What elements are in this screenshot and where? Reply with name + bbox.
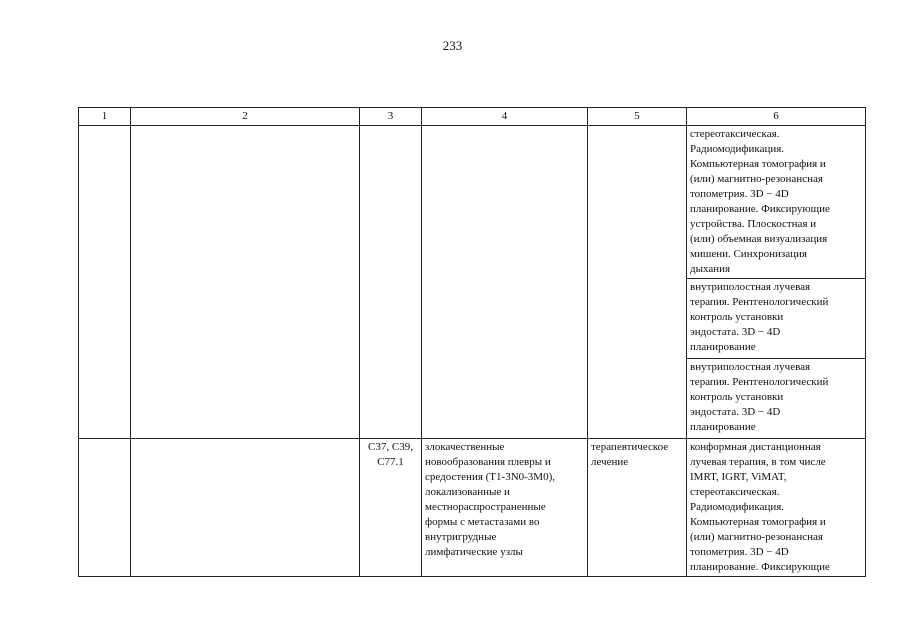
cell-col6-method: конформная дистанционная лучевая терапия, в том числе IMRT, IGRT, ViMAT, стереотаксическая. Радиомодификация. Компьютерная томография и (или) магнитно-резонансная топометрия. 3D − 4D планирование. Фиксирующие bbox=[687, 439, 866, 577]
column-header-5: 5 bbox=[588, 108, 687, 126]
cell-col6-part3: внутриполостная лучевая терапия. Рентгенологический контроль установки эндостата. 3D − 4D планирование bbox=[687, 359, 866, 439]
cell-col4-disease: злокачественные новообразования плевры и средостения (T1-3N0-3M0), локализованные и местнораспространенные формы с метастазами во внутригрудные лимфатические узлы bbox=[422, 439, 588, 577]
column-header-2: 2 bbox=[131, 108, 360, 126]
cell-col3 bbox=[360, 126, 422, 439]
cell-col1 bbox=[79, 126, 131, 439]
cell-col6-part1: стереотаксическая. Радиомодификация. Компьютерная томография и (или) магнитно-резонансная топометрия. 3D − 4D планирование. Фиксирующие устройства. Плоскостная и (или) объемная визуализация мишени. Синхронизация дыхания bbox=[687, 126, 866, 279]
column-header-1: 1 bbox=[79, 108, 131, 126]
cell-col2 bbox=[131, 439, 360, 577]
cell-col5-treatment-type: терапевтическое лечение bbox=[588, 439, 687, 577]
cell-col6-part2: внутриполостная лучевая терапия. Рентгенологический контроль установки эндостата. 3D − 4D планирование bbox=[687, 279, 866, 359]
table-row bbox=[79, 439, 866, 577]
cell-col4 bbox=[422, 126, 588, 439]
page-number: 233 bbox=[442, 38, 463, 53]
table-row bbox=[79, 126, 866, 279]
cell-col1 bbox=[79, 439, 131, 577]
column-header-6: 6 bbox=[687, 108, 866, 126]
cell-col3-icd-codes: C37, C39, C77.1 bbox=[360, 439, 422, 577]
cell-col5 bbox=[588, 126, 687, 439]
table-header-row bbox=[79, 108, 866, 126]
medical-procedures-table bbox=[78, 107, 866, 577]
column-header-3: 3 bbox=[360, 108, 422, 126]
column-header-4: 4 bbox=[422, 108, 588, 126]
cell-col2 bbox=[131, 126, 360, 439]
